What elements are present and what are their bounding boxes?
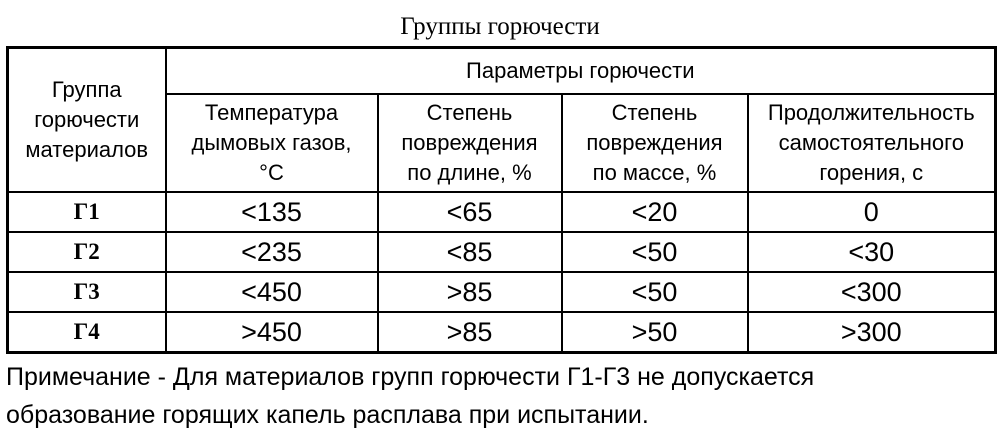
table-cell: <65	[378, 192, 562, 232]
table-row	[8, 272, 996, 312]
table-cell: >450	[166, 312, 378, 353]
column-header-line: Температура	[204, 100, 339, 125]
params-header: Параметры горючести	[166, 48, 996, 95]
column-header-line: Степень	[426, 100, 513, 125]
column-header-damage-length	[378, 94, 562, 192]
column-header-temperature	[166, 94, 378, 192]
group-column-header	[8, 48, 166, 193]
note-line-1: Примечание - Для материалов групп горючести Г1-Г3 не допускается	[6, 363, 815, 391]
table-header-row-1	[8, 48, 996, 95]
table-row	[8, 312, 996, 353]
table-cell: 0	[748, 192, 996, 232]
table-cell: <50	[562, 272, 748, 312]
group-code-cell: Г4	[8, 312, 166, 353]
table-cell: <450	[166, 272, 378, 312]
table-row	[8, 232, 996, 272]
table-cell: <135	[166, 192, 378, 232]
column-header-line: по длине, %	[407, 160, 532, 185]
column-header-line: повреждения	[586, 130, 723, 155]
group-code-cell: Г1	[8, 192, 166, 232]
table-row	[8, 192, 996, 232]
table-cell: <50	[562, 232, 748, 272]
table-note	[6, 358, 986, 434]
table-cell: >85	[378, 312, 562, 353]
note-line-2: образование горящих капель расплава при испытании.	[6, 401, 649, 429]
table-cell: >85	[378, 272, 562, 312]
table-cell: <235	[166, 232, 378, 272]
table-cell: >50	[562, 312, 748, 353]
table-cell: <85	[378, 232, 562, 272]
group-header-line-2: горючести	[34, 107, 140, 132]
column-header-line: дымовых газов,	[191, 130, 352, 155]
group-header-line-1: Группа	[51, 77, 122, 102]
column-header-line: повреждения	[401, 130, 538, 155]
column-header-damage-mass	[562, 94, 748, 192]
column-header-line: °С	[259, 160, 284, 185]
column-header-line: самостоятельного	[778, 130, 964, 155]
column-header-line: горения, с	[819, 160, 924, 185]
group-code-cell: Г3	[8, 272, 166, 312]
column-header-burning-duration	[748, 94, 996, 192]
column-header-line: Продолжительность	[767, 100, 975, 125]
table-cell: >300	[748, 312, 996, 353]
table-cell: <20	[562, 192, 748, 232]
table-title: Группы горючести	[400, 13, 600, 40]
group-header-line-3: материалов	[25, 137, 149, 162]
column-header-line: Степень	[611, 100, 698, 125]
group-code-cell: Г2	[8, 232, 166, 272]
flammability-table	[6, 46, 997, 354]
table-cell: <30	[748, 232, 996, 272]
column-header-line: по массе, %	[592, 160, 717, 185]
table-cell: <300	[748, 272, 996, 312]
